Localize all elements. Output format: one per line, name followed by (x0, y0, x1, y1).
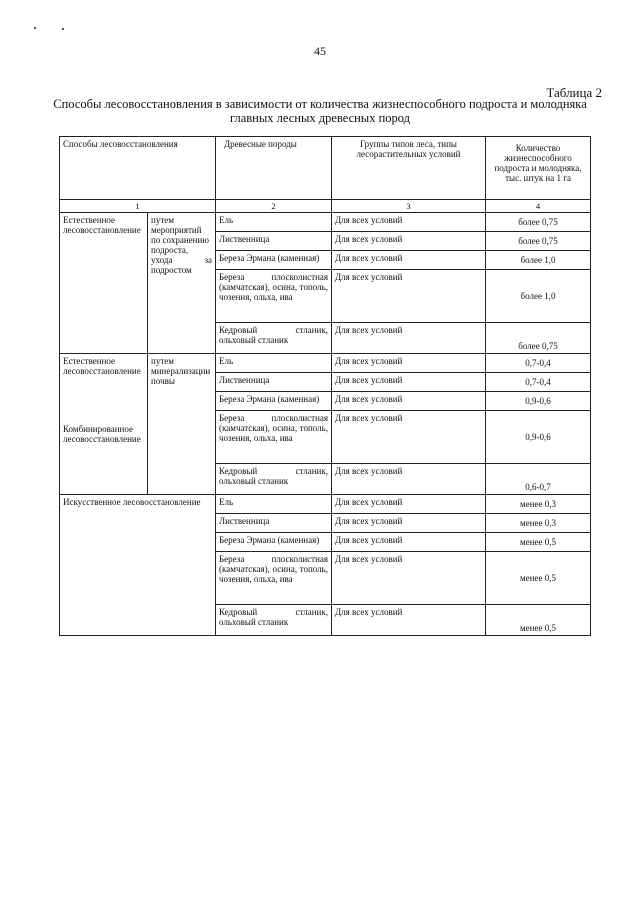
sub-method-text: подростом (151, 265, 192, 275)
quantity-cell: более 1,0 (486, 251, 591, 270)
species-cell: Лиственница (216, 514, 332, 533)
method-text: Комбинированное лесовосстановление (63, 424, 141, 444)
conditions-cell: Для всех условий (332, 533, 486, 552)
species-cell: Лиственница (216, 232, 332, 251)
quantity-cell: менее 0,3 (486, 495, 591, 514)
conditions-cell: Для всех условий (332, 411, 486, 464)
quantity-cell: 0,7-0,4 (486, 373, 591, 392)
species-cell: Кедровый стланик, ольховый стланик (216, 323, 332, 354)
method-cell: Искусственное лесовосстановление (60, 495, 216, 636)
sub-method-text: подроста, (151, 245, 189, 255)
conditions-cell: Для всех условий (332, 514, 486, 533)
conditions-cell: Для всех условий (332, 232, 486, 251)
quantity-cell: 0,9-0,6 (486, 411, 591, 464)
conditions-cell: Для всех условий (332, 392, 486, 411)
species-cell: Береза Эрмана (каменная) (216, 392, 332, 411)
column-number-row (60, 200, 591, 213)
quantity-cell: более 0,75 (486, 213, 591, 232)
conditions-cell: Для всех условий (332, 552, 486, 605)
quantity-cell: более 0,75 (486, 323, 591, 354)
table-row (60, 354, 591, 373)
quantity-cell: более 0,75 (486, 232, 591, 251)
conditions-cell: Для всех условий (332, 323, 486, 354)
conditions-cell: Для всех условий (332, 354, 486, 373)
conditions-cell: Для всех условий (332, 373, 486, 392)
table-row (60, 213, 591, 232)
scan-speck (34, 27, 36, 29)
conditions-cell: Для всех условий (332, 251, 486, 270)
sub-method-text: за (204, 255, 213, 265)
species-cell: Береза плосколистная (камчатская), осина, тополь, чозения, ольха, ива (216, 270, 332, 323)
column-number: 2 (216, 200, 332, 213)
header-species: Древесные породы (216, 137, 332, 200)
species-cell: Ель (216, 495, 332, 514)
table-title (40, 97, 600, 125)
quantity-cell: менее 0,5 (486, 605, 591, 636)
conditions-cell: Для всех условий (332, 464, 486, 495)
species-cell: Лиственница (216, 373, 332, 392)
table-header-row (60, 137, 591, 200)
sub-method-text: по сохранению (151, 235, 209, 245)
column-number: 4 (486, 200, 591, 213)
header-forest-groups: Группы типов леса, типы лесорастительных условий (332, 137, 486, 200)
header-methods: Способы лесовосстановления (60, 137, 216, 200)
quantity-cell: 0,7-0,4 (486, 354, 591, 373)
species-cell: Кедровый стланик, ольховый стланик (216, 464, 332, 495)
species-cell: Ель (216, 354, 332, 373)
conditions-cell: Для всех условий (332, 605, 486, 636)
conditions-cell: Для всех условий (332, 495, 486, 514)
sub-method-line (151, 255, 212, 265)
sub-method-text: мероприятий (151, 225, 202, 235)
species-cell: Береза Эрмана (каменная) (216, 251, 332, 270)
quantity-cell: менее 0,3 (486, 514, 591, 533)
reforestation-table (59, 136, 591, 636)
conditions-cell: Для всех условий (332, 213, 486, 232)
title-line-2: главных лесных древесных пород (229, 111, 411, 125)
column-number: 1 (60, 200, 216, 213)
table-label: Таблица 2 (546, 85, 602, 100)
species-cell: Береза плосколистная (камчатская), осина, тополь, чозения, ольха, ива (216, 411, 332, 464)
method-cell: Естественное лесовосстановление (60, 213, 148, 354)
sub-method-text: путем (151, 215, 174, 225)
conditions-cell: Для всех условий (332, 270, 486, 323)
title-line-1: Способы лесовосстановления в зависимости от количества жизнеспособного подроста и молодняка (53, 97, 587, 111)
quantity-cell: 0,6-0,7 (486, 464, 591, 495)
column-number: 3 (332, 200, 486, 213)
table-row (60, 495, 591, 514)
sub-method-cell: путем минерализации почвы (148, 354, 216, 495)
quantity-cell: более 1,0 (486, 270, 591, 323)
method-text: Естественное лесовосстановление (63, 356, 141, 376)
scan-speck (62, 28, 64, 30)
species-cell: Береза Эрмана (каменная) (216, 533, 332, 552)
method-cell (60, 354, 148, 495)
species-cell: Береза плосколистная (камчатская), осина, тополь, чозения, ольха, ива (216, 552, 332, 605)
page-number: 45 (314, 44, 326, 58)
species-cell: Ель (216, 213, 332, 232)
quantity-cell: менее 0,5 (486, 552, 591, 605)
quantity-cell: менее 0,5 (486, 533, 591, 552)
quantity-cell: 0,9-0,6 (486, 392, 591, 411)
sub-method-text: ухода (151, 255, 173, 265)
species-cell: Кедровый стланик, ольховый стланик (216, 605, 332, 636)
header-quantity: Количество жизнеспособного подроста и молодняка, тыс. штук на 1 га (486, 137, 591, 200)
sub-method-cell (148, 213, 216, 354)
